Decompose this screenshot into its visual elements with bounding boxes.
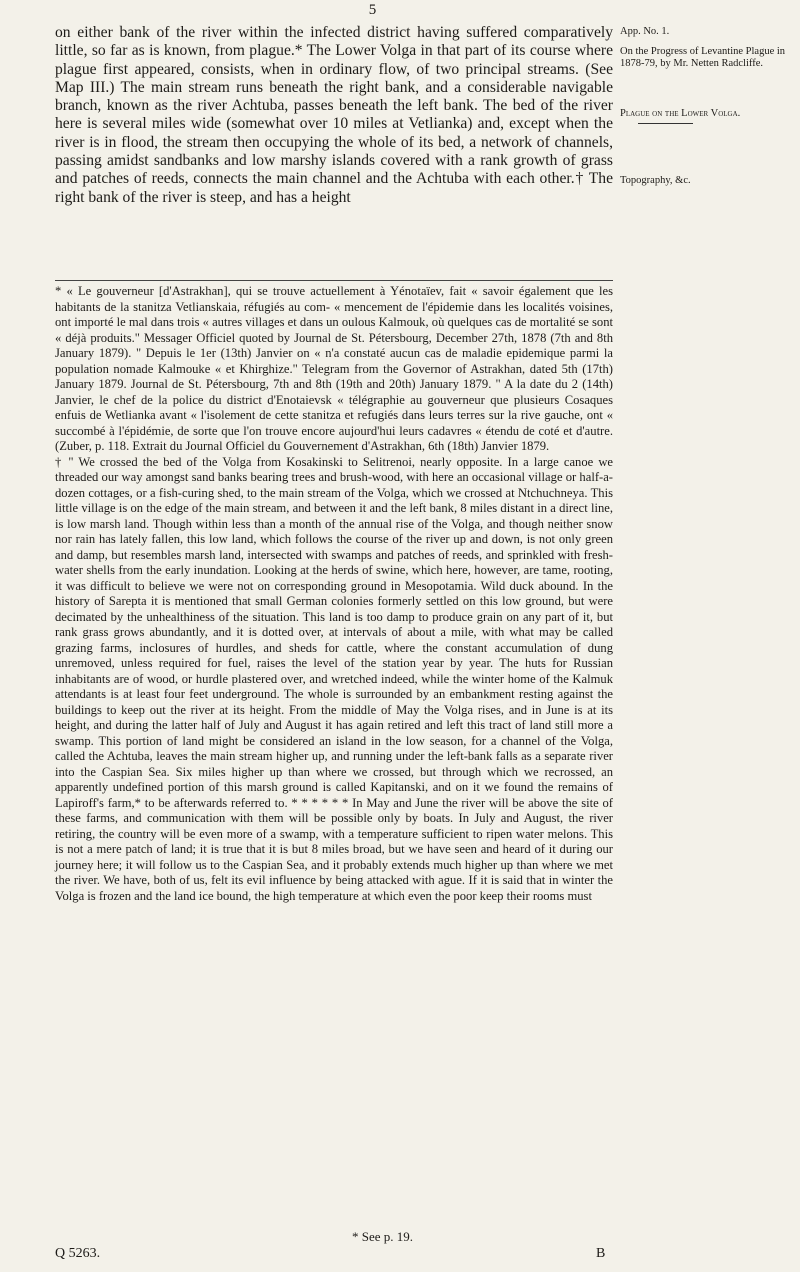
footnote-2: † " We crossed the bed of the Volga from Kosakinski to Selitrenoi, nearly opposite. In a large canoe we threaded our way amongst sand banks bearing trees and brush-wood, with here an occasional village or half-a-dozen cottages, or a fish-curing shed, to the main stream of the Volga, which we crossed at Ntchuchneya. This little village is on the edge of the main stream, and between it and the left bank, 8 miles distant in a direct line, is low marsh land. Though within less than a month of the annual rise of the Volga, and though neither snow nor rain has lately fallen, this low land, which follows the course of the river up and down, is not only green and damp, but resembles marsh land, intersected with swamps and patches of reeds, and sprinkled with fresh-water shells from the early inundation. Looking at the herds of swine, which here, however, are tame, rooting, it was difficult to believe we were not on corresponding ground in Mesopotamia. Wild duck abound. In the history of Sarepta it is mentioned that small German colonies formerly settled on this low ground, but were decimated by the unhealthiness of the situation. This land is too damp to produce grain on any part of it, but rank grass grows abundantly, and it is dotted over, at intervals of about a mile, with what may be called grazing farms, inclosures of hurdles, and sheds for cattle, where the constant accumulation of dung unremoved, unless required for fuel, raises the level of the station year by year. The huts for Russian inhabitants are of wood, or hurdle plastered over, and wretched indeed, while the winter home of the Kalmuk attendants is at least four feet underground. The whole is surrounded by an embankment resting against the buildings to keep out the river at its height. From the middle of May the Volga rises, and in June is at its height, and during the latter half of July and August it has again retired and left this tract of land still more a swamp. This portion of land might be considered an island in the low season, for a channel of the Volga, called the Achtuba, leaves the main stream higher up, and running under the left-bank falls as a separate river into the Caspian Sea. Six miles higher up than where we crossed, but through which we recrossed, an apparently undefined portion of this marsh ground is called Kapitanski, and on it we found the remains of Lapiroff's farm,* to be afterwards referred to. * * * * * * In May and June the river will be above the site of these farms, and communication with them will be possible only by boats. In July and August, the river retiring, the country will be even more of a swamp, with a temperature sufficient to ripen water melons. This is not a mere patch of land; it is true that it is but 8 miles broad, but we have seen and heard of it during our journey here; it will follow us to the Caspian Sea, and it probably extends much higher up than where we met the river. We have, both of us, felt its evil influence by being attacked with ague. If it is said that in winter the Volga is frozen and the land ice bound, the high temperature at which even the poor keep their rooms must [55,454,613,903]
footnote-rule [55,280,613,281]
appendix-reference: App. No. 1. [620,26,670,37]
main-body-text [55,24,613,207]
section-heading: Plague on the Lower Volga. [620,108,741,119]
page-number: 5 [368,2,377,18]
signature-mark: Q 5263. [55,1246,101,1261]
main-paragraph: on either bank of the river within the infected district having suffered comparatively little, so far as is known, from plague.* The Lower Volga in that part of its course where plague first appeared, consists, when in ordinary flow, of two principal streams. (See Map III.) The main stream runs beneath the right bank, and a considerable navigable branch, known as the river Achtuba, passes beneath the left bank. The bed of the river here is several miles wide (somewhat over 10 miles at Vetlianka) and, except when the river is in flood, the stream then occupying the whole of its bed, a network of channels, passing amidst sandbanks and low marshy islands covered with a rank growth of grass and patches of reeds, connects the main channel and the Achtuba with each other.† The right bank of the river is steep, and has a height [55,24,613,206]
section-divider [638,123,693,124]
margin-note-section [620,108,795,127]
footnotes [55,284,613,904]
gathering-letter: B [596,1246,606,1261]
margin-note-progress: On the Progress of Levantine Plague in 1878-79, by Mr. Netten Radcliffe. [620,46,786,69]
margin-note-topic: Topography, &c. [620,175,691,186]
footnote-1: * « Le gouverneur [d'Astrakhan], qui se trouve actuellement à Yénotaïev, fait « savoir également que les habitants de la stanitza Vetlianskaia, réfugiés au com- « mencement de l'épidemie dans les localités voisines, ont importé le mal dans trois « autres villages et dans un oulous Kalmouk, où quelques cas de mortalité se sont « déjà produits." Messager Officiel quoted by Journal de St. Pétersbourg, December 27th, 1878 (7th and 8th January 1879). " Depuis le 1er (13th) Janvier on « n'a constaté aucun cas de maladie epidemique parmi la population nomade Kalmouke « et Khirghize." Telegram from the Governor of Astrakhan, dated 5th (17th) January 1879. Journal de St. Pétersbourg, 7th and 8th (19th and 20th) January 1879. " A la date du 2 (14th) Janvier, le chef de la police du district d'Enotaievsk « télégraphie au gouverneur que plusieurs Cosaques enfuis de Wetlianka avant « l'isolement de cette stanitza et refugiés dans leurs terres sur la rive gauche, ont « succombé à l'épidémie, de sorte que l'on trouve encore aujourd'hui leurs cadavres « étendu de coté et d'autre. (Zuber, p. 118. Extrait du Journal Officiel du Gouvernement d'Astrakhan, 6th (18th) Janvier 1879. [55,284,613,453]
page-footnote: * See p. 19. [351,1229,414,1244]
